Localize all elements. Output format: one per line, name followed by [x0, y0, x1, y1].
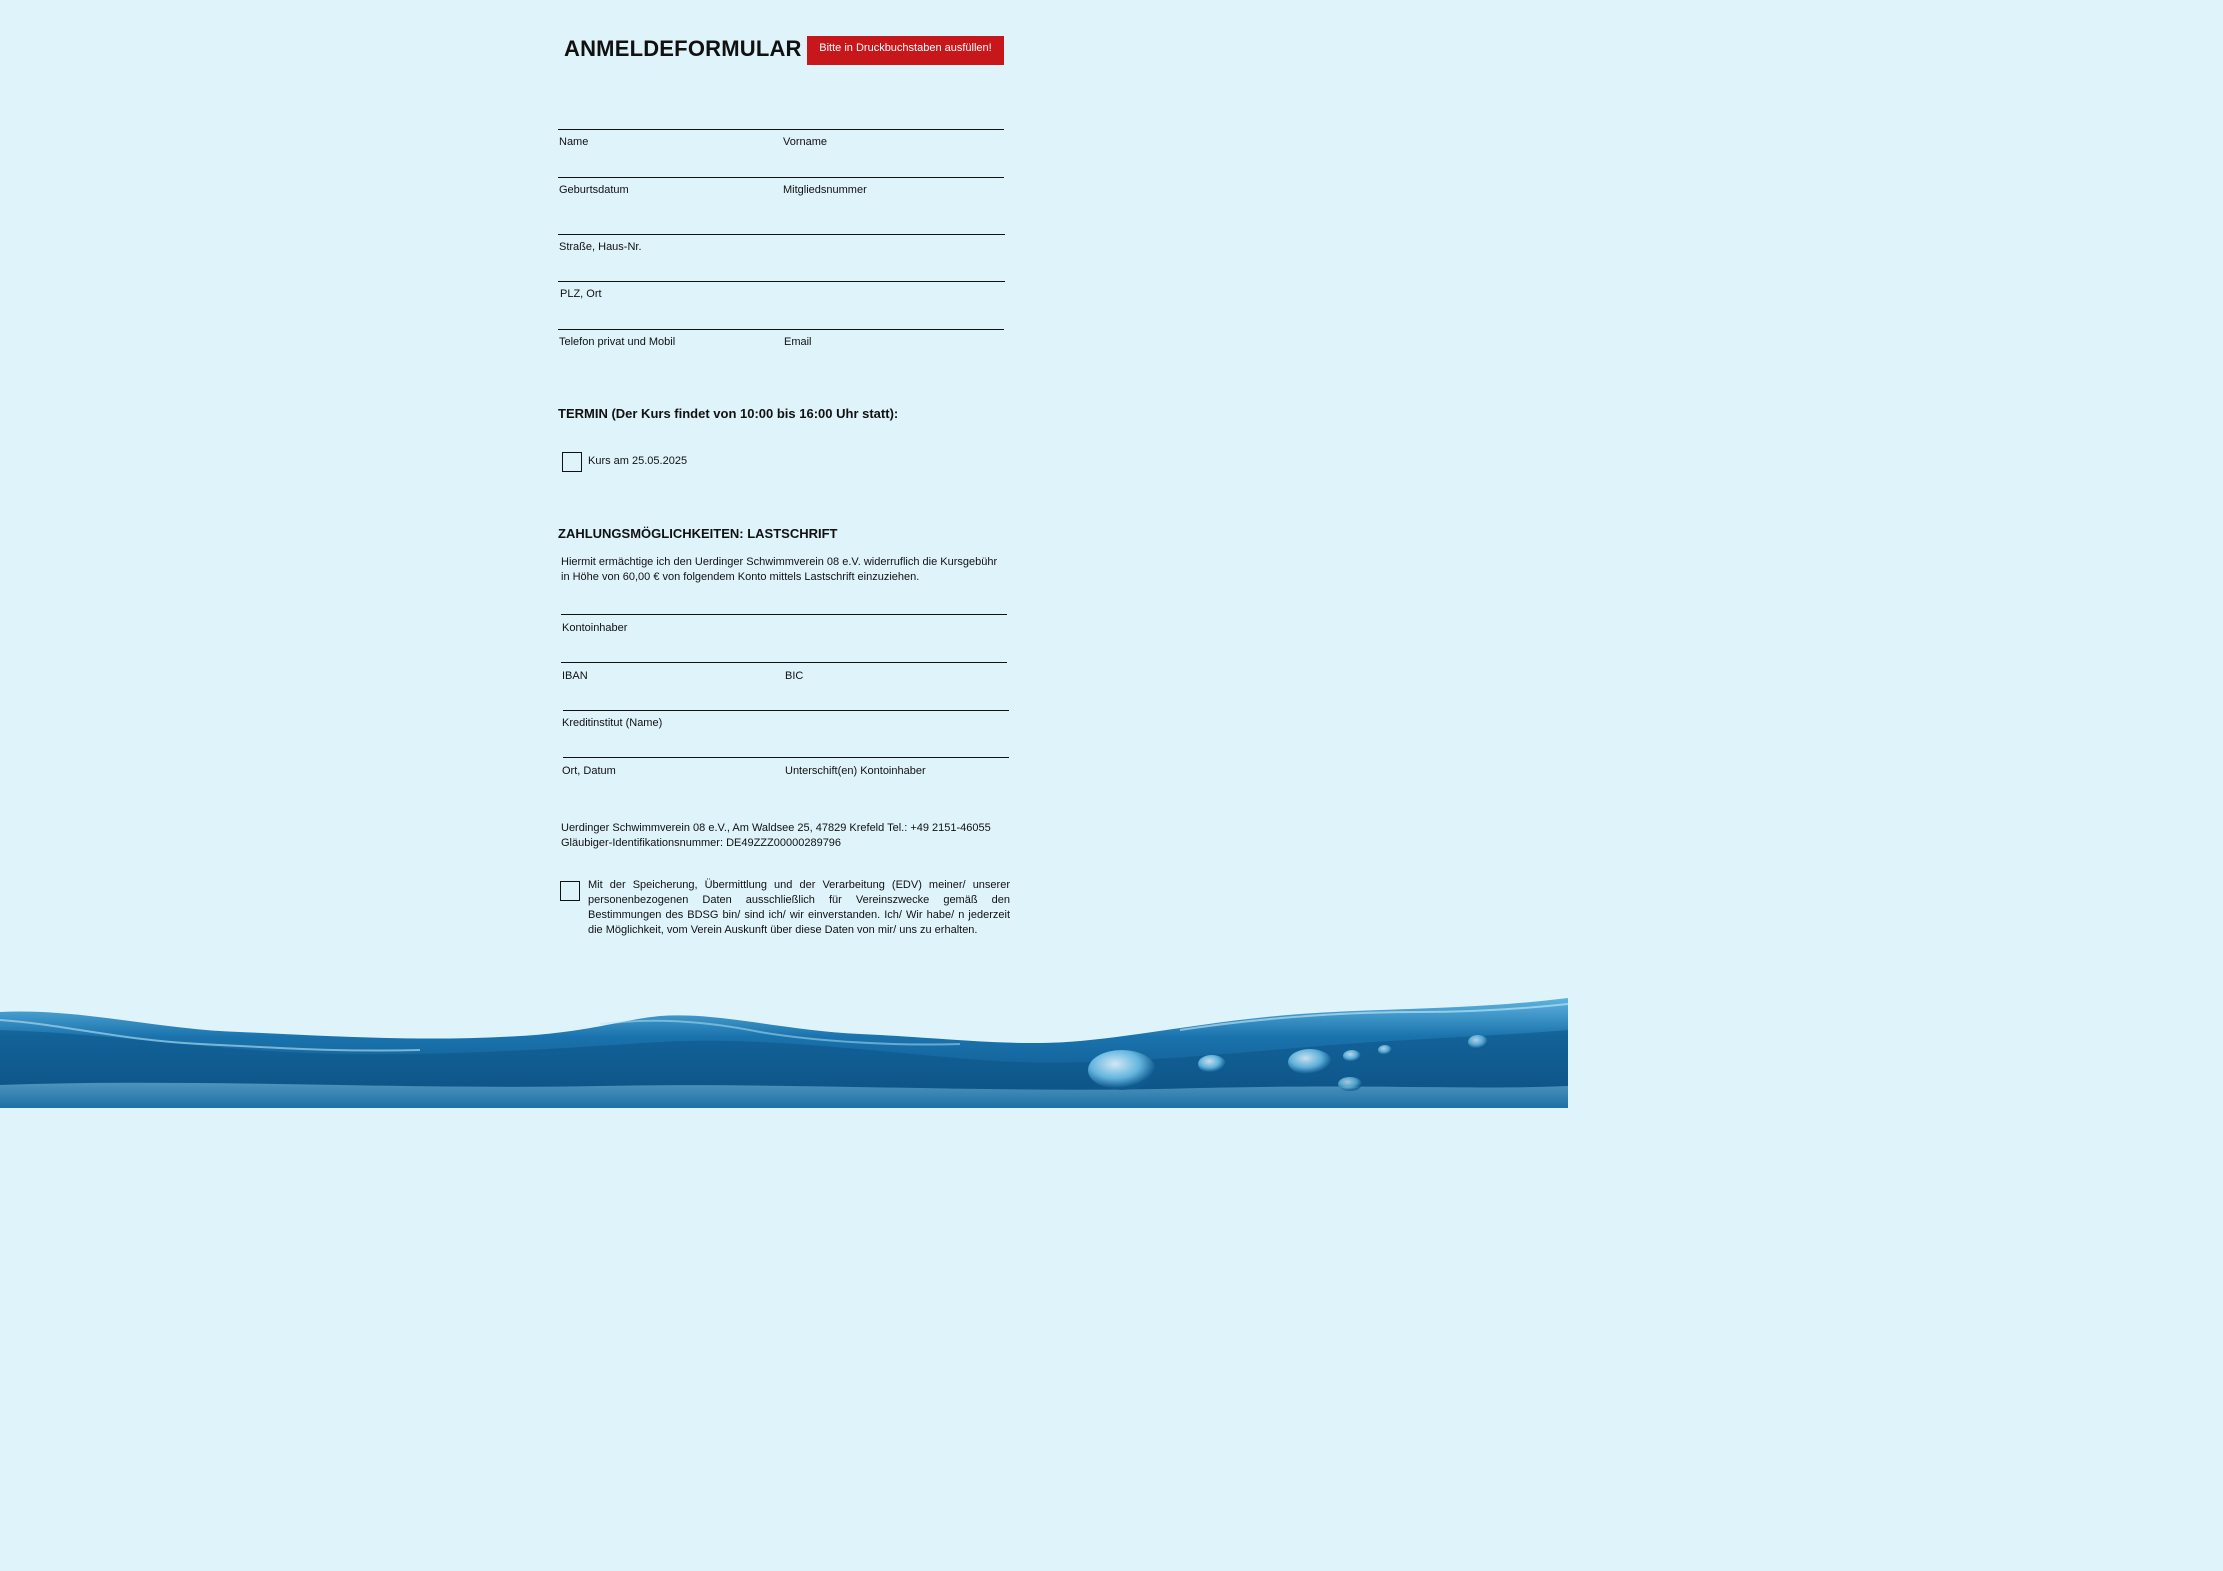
geburtsdatum-label: Geburtsdatum — [559, 184, 629, 196]
telefon-label: Telefon privat und Mobil — [559, 336, 676, 348]
email-label: Email — [784, 336, 812, 348]
unterschrift-label: Unterschift(en) Kontoinhaber — [785, 765, 926, 777]
strasse-label: Straße, Haus-Nr. — [559, 241, 642, 253]
iban-label: IBAN — [562, 670, 588, 682]
termin-heading: TERMIN (Der Kurs findet von 10:00 bis 16:00 Uhr statt): — [558, 406, 899, 421]
consent-checkbox[interactable] — [560, 881, 580, 901]
creditor-id: Gläubiger-Identifikationsnummer: DE49ZZZ00000289796 — [561, 837, 842, 849]
zahlung-heading: ZAHLUNGSMÖGLICHKEITEN: LASTSCHRIFT — [558, 526, 838, 541]
mandate-text-line2: in Höhe von 60,00 € von folgendem Konto mittels Lastschrift einzuziehen. — [561, 571, 920, 583]
kurs-checkbox[interactable] — [562, 452, 582, 472]
kurs-option-label: Kurs am 25.05.2025 — [588, 455, 688, 467]
notice-badge: Bitte in Druckbuchstaben ausfüllen! — [807, 36, 1004, 65]
kontoinhaber-field-line[interactable] — [561, 614, 1007, 615]
mandate-text-line1: Hiermit ermächtige ich den Uerdinger Schwimmverein 08 e.V. widerruflich die Kursgebühr — [561, 556, 998, 568]
bic-label: BIC — [785, 670, 804, 682]
vorname-label: Vorname — [783, 136, 828, 148]
birthdate-field-line[interactable] — [558, 177, 1004, 178]
city-field-line[interactable] — [558, 281, 1005, 282]
iban-field-line[interactable] — [561, 662, 1007, 663]
mitgliedsnummer-label: Mitgliedsnummer — [783, 184, 867, 196]
name-field-line[interactable] — [558, 129, 1004, 130]
kreditinstitut-field-line[interactable] — [563, 710, 1009, 711]
plz-ort-label: PLZ, Ort — [560, 288, 602, 300]
name-label: Name — [559, 136, 589, 148]
form-title: ANMELDEFORMULAR — [564, 36, 802, 61]
signature-field-line[interactable] — [563, 757, 1009, 758]
ort-datum-label: Ort, Datum — [562, 765, 616, 777]
phone-field-line[interactable] — [558, 329, 1004, 330]
street-field-line[interactable] — [558, 234, 1005, 235]
consent-text: Mit der Speicherung, Übermittlung und der Verarbeitung (EDV) meiner/ unserer personenbezogenen Daten ausschließlich für Vereinszwecke gemäß den Bestimmungen des BDSG bin/ sind ich/ wir einverstanden. Ich/ Wir habe/ n jederzeit die Möglichkeit, vom Verein Auskunft über diese Daten von mir/ uns zu erhalten. — [588, 879, 1010, 936]
kontoinhaber-label: Kontoinhaber — [562, 622, 628, 634]
kreditinstitut-label: Kreditinstitut (Name) — [562, 717, 663, 729]
club-address: Uerdinger Schwimmverein 08 e.V., Am Waldsee 25, 47829 Krefeld Tel.: +49 2151-46055 — [561, 822, 991, 834]
water-wave-decoration — [0, 990, 1568, 1108]
